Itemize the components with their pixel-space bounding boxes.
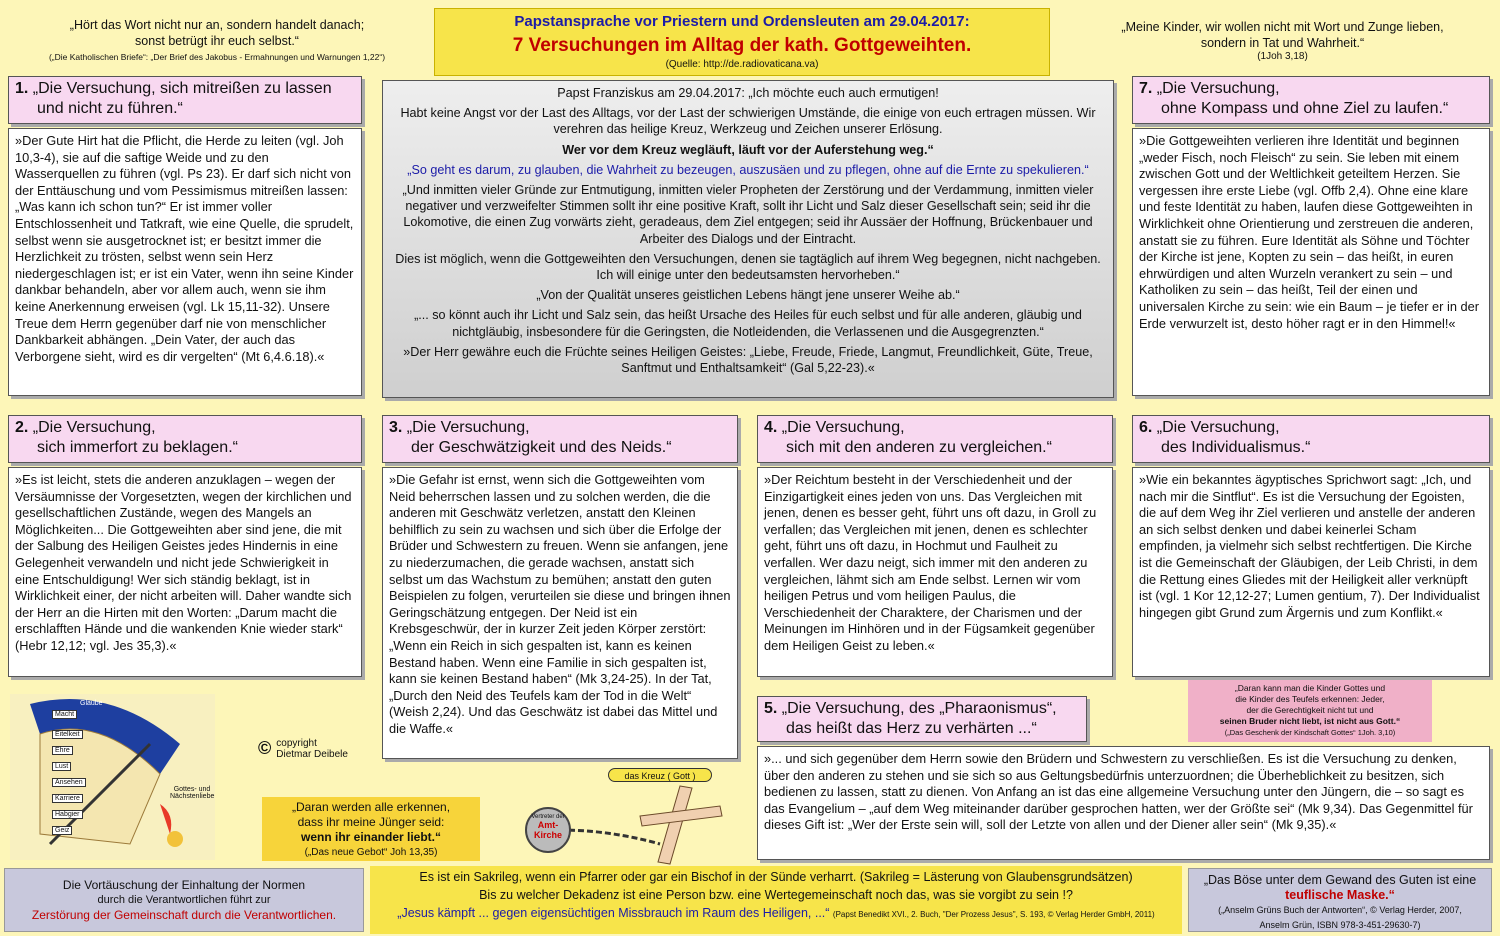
section-title-a: „Die Versuchung, xyxy=(406,419,530,436)
center-p8: „... so könnt auch ihr Licht und Salz sein, das heißt Ursache des Heiles für euch selbst und für alle anderen, gläubig und nichtgläubig, insbesondere für die Geringsten, die Notleidenden, die Verlassenen und die Ausgegrenzten.“ xyxy=(414,308,1082,339)
diagram-illustration xyxy=(10,694,215,860)
diagram-label: Karriere xyxy=(52,794,83,803)
section-3-body xyxy=(382,467,738,759)
copyright-line: copyright xyxy=(276,738,317,749)
statement-line: durch die Verantwortlichen führt zur xyxy=(97,894,271,906)
section-number: 6. xyxy=(1139,419,1153,436)
quote-line: „Hört das Wort nicht nur an, sondern handelt danach; xyxy=(69,18,365,32)
section-text: »Wie ein bekanntes ägyptisches Sprichwort sagt: „Ich, und nach mir die Sintflut“. Es ist die Versuchung der Egoisten, die auf dem Weg ihr Ziel verlieren und anstelle der anderen an sich selbst denken und dabei keinerlei Scham empfinden, ja vielmehr sich selbst rechtfertigen. Die Kirche ist die Gemeinschaft der Gläubigen, der Leib Christi, in dem die Rettung eines Gliedes mit der Heiligkeit aller verknüpft ist (vgl. 1 Kor 12,12-27; Lumen gentium, 7). Der Individualist hingegen gibt Grund zum Ärgernis und zum Konflikt.« xyxy=(1139,472,1480,620)
copyright-symbol: © xyxy=(258,738,272,758)
bottom-mid-statement xyxy=(370,866,1182,934)
quote-line: dass ihr meine Jünger seid: xyxy=(297,815,445,829)
quote-line: „Daran kann man die Kinder Gottes und xyxy=(1234,683,1386,693)
quote-line: sondern in Tat und Wahrheit.“ xyxy=(1200,35,1365,50)
title-line1: Papstansprache vor Priestern und Ordensleuten am 29.04.2017: xyxy=(514,13,970,30)
quote-line: der die Gerechtigkeit nicht tut und xyxy=(1246,705,1374,715)
title-box xyxy=(434,8,1050,76)
center-p3: Wer vor dem Kreuz wegläuft, läuft vor der Auferstehung weg.“ xyxy=(562,142,934,157)
amt-top: Vertreter der xyxy=(531,814,565,820)
section-number: 4. xyxy=(764,419,778,436)
section-1-body xyxy=(8,128,362,396)
quote-line: sonst betrügt ihr euch selbst.“ xyxy=(135,33,299,48)
section-1-header xyxy=(8,76,362,124)
quote-line: die Kinder des Teufels erkennen: Jeder, xyxy=(1235,694,1385,704)
section-title-a: „Die Versuchung, sich mitreißen zu lassen xyxy=(32,80,332,97)
statement-line: Es ist ein Sakrileg, wenn ein Pfarrer oder gar ein Bischof in der Sünde verharrt. (Sakrileg = Lästerung von Glaubensgrundsätzen) xyxy=(419,870,1133,884)
center-p6: Dies ist möglich, wenn die Gottgeweihten den Versuchungen, denen sie tagtäglich auf ihrem Weg begegnen, nicht nachgeben. Ich will einige unter den bedeutsamsten hervorheben.“ xyxy=(395,251,1101,283)
copyright-line: Dietmar Deibele xyxy=(276,749,348,760)
statement-line: Die Vortäuschung der Einhaltung der Normen xyxy=(62,878,306,892)
section-title-a: „Die Versuchung, xyxy=(1156,419,1280,436)
quote-source: („Das Geschenk der Kindschaft Gottes“ 1Joh. 3,10) xyxy=(1224,728,1396,737)
section-text: »... und sich gegenüber dem Herrn sowie den Brüdern und Schwestern zu verschließen. Es ist die Versuchung zu denken, über den anderen zu stehen und sie sich so aus Geltungsbedürfnis unterzuordnen; die Überheblichkeit zu besitzen, sich bedienen zu lassen, statt zu dienen. Von Anfang an ist das eine allgemeine Versuchung unter den Jüngern, die – so sagt es das Evangelium – „auf dem Weg miteinander darüber gesprochen hatten, wer der Größte sei“ (Mk 9,34). Das Gegenmittel für dieses Gift ist: „Wer der Erste sein will, soll der Letzte von allen und der Diener aller sein“ (Mk 9,35).« xyxy=(764,751,1473,833)
diagram-label: Glaube xyxy=(80,700,103,707)
center-p4: „So geht es darum, zu glauben, die Wahrheit zu bezeugen, auszusäen und zu pflegen, ohne auf die Ernte zu spekulieren.“ xyxy=(407,162,1089,177)
section-6-body xyxy=(1132,467,1490,677)
section-title-b: sich immerfort zu beklagen.“ xyxy=(37,439,238,456)
section-5-body xyxy=(757,746,1490,860)
section-title-a: „Die Versuchung, xyxy=(1156,80,1280,97)
center-p7: „Von der Qualität unseres geistlichen Lebens hängt jene unserer Weihe ab.“ xyxy=(536,288,960,303)
quote-source: („Das neue Gebot“ Joh 13,35) xyxy=(304,847,438,858)
section-number: 5. xyxy=(764,700,778,717)
section-number: 1. xyxy=(15,80,29,97)
diagram-label: Ansehen xyxy=(52,778,86,787)
diagram-label: Eitelkeit xyxy=(52,730,83,739)
section-title-b: der Geschwätzigkeit und des Neids.“ xyxy=(411,439,672,456)
statement-line: „Das Böse unter dem Gewand des Guten ist eine xyxy=(1203,873,1477,887)
section-4-header xyxy=(757,415,1113,463)
quote-source: (1Joh 3,18) xyxy=(1257,51,1308,63)
statement-source: (Papst Benedikt XVI., 2. Buch, "Der Prozess Jesus", S. 193, © Verlag Herder GmbH, 2011) xyxy=(832,910,1155,919)
statement-source: Anselm Grün, ISBN 978-3-451-29630-7) xyxy=(1259,920,1421,930)
section-text: »Die Gottgeweihten verlieren ihre Identität und beginnen „weder Fisch, noch Fleisch“ zu sein. Sie leben mit einem zwischen Gott und der Weltlichkeit geteiltem Herzen. Sie vergessen ihre erste Liebe (vgl. Offb 2,4). Ohne eine klare und feste Identität zu haben, laufen diese Gottgeweihten in Wirklichkeit ohne Orientierung und zerstreuen die anderen, anstatt sie zu führen. Eure Identität als Söhne und Töchter der Kirche ist jene, Kopten zu sein – das heißt, in euren ehrwürdigen und alten Wurzeln verankert zu sein – und Katholiken zu sein – das heißt, Teil der einen und universalen Kirche zu sein: wie ein Baum – je tiefer er in der Erde verwurzelt ist, desto höher ragt er in den Himmel!« xyxy=(1139,133,1479,331)
title-source: (Quelle: http://de.radiovaticana.va) xyxy=(665,59,819,70)
quote-source: („Die Katholischen Briefe“: „Der Brief des Jakobus - Ermahnungen und Warnungen 1,22“) xyxy=(48,52,386,63)
statement-line: teuflische Maske.“ xyxy=(1285,888,1395,902)
section-4-body xyxy=(757,467,1113,677)
bottom-left-statement xyxy=(4,868,364,932)
statement-line: Zerstörung der Gemeinschaft durch die Verantwortlichen. xyxy=(31,908,337,922)
section-title-a: „Die Versuchung, xyxy=(32,419,156,436)
section-title-a: „Die Versuchung, xyxy=(781,419,905,436)
quote-line: wenn ihr einander liebt.“ xyxy=(300,830,442,844)
section-7-header xyxy=(1132,76,1490,124)
section-3-header xyxy=(382,415,738,463)
section-text: »Der Reichtum besteht in der Verschiedenheit und der Einzigartigkeit eines jeden von uns. Das Vergleichen mit jenen, denen es besser geht, führt uns oft dazu, in Groll zu verfallen; das Vergleichen mit jenen, denen es schlechter geht, führt uns oft dazu, in Hochmut und Faulheit zu verfallen. Wer dazu neigt, sich immer mit den anderen zu vergleichen, lähmt sich am Ende selbst. Lernen wir vom heiligen Petrus und vom heiligen Paulus, die Verschiedenheit der Charaktere, der Charismen und der Meinungen im Hinhören und in der Fügsamkeit gegenüber dem Heiligen Geist zu leben.« xyxy=(764,472,1097,653)
center-p5: „Und inmitten vieler Gründe zur Entmutigung, inmitten vieler Propheten der Zerstörung und der Verdammung, inmitten vieler negativer und verzweifelter Stimmen sollt ihr eine positive Kraft, sollt ihr Licht und Salz dieser Gesellschaft sein; seid ihr die Lokomotive, die einen Zug vorwärts zieht, geradeaus, dem Ziel entgegen; seid ihr Aussäer der Hoffnung, Brückenbauer und Arbeiter des Dialogs und der Eintracht. xyxy=(402,183,1094,246)
temptation-diagram xyxy=(10,694,215,860)
section-text: »Der Gute Hirt hat die Pflicht, die Herde zu leiten (vgl. Joh 10,3-4), sie auf die saftige Weide und zu den Wasserquellen zu führen (vgl. Ps 23). Er darf sich nicht von der Enttäuschung und vom Pessimismus mitreißen lassen: „Was kann ich schon tun?“ Er ist immer voller Entschlossenheit und Tatkraft, wie eine Quelle, die sprudelt, selbst wenn sie ausgetrocknet ist; er besitzt immer die Herzlichkeit zu trösten, selbst wenn sein Herz niedergeschlagen ist; er ist ein Vater, wenn ihn seine Kinder dankbar behandeln, aber vor allem auch, wenn sie ihm keine Anerkennung erweisen (vgl. Lk 15,11-32). Unsere Treue dem Herrn gegenüber darf nie von menschlicher Dankbarkeit abhängen. „Dein Vater, der auch das Verborgene sieht, wird es dir vergelten“ (Mt 6,4.6.18).« xyxy=(15,133,354,364)
amt-kirche-label xyxy=(527,814,569,840)
section-2-header xyxy=(8,415,362,463)
section-5-header xyxy=(757,696,1087,742)
statement-source: („Anselm Grüns Buch der Antworten“, © Verlag Herder, 2007, xyxy=(1218,905,1462,915)
section-title-b: ohne Kompass und ohne Ziel zu laufen.“ xyxy=(1161,100,1449,117)
amt-main: Amt-Kirche xyxy=(533,820,562,840)
section-title-b: sich mit den anderen zu vergleichen.“ xyxy=(786,439,1052,456)
diagram-label: Lust xyxy=(52,762,71,771)
section-2-body xyxy=(8,467,362,677)
diagram-label: Gottes- und Nächstenliebe xyxy=(170,786,215,800)
section-number: 2. xyxy=(15,419,29,436)
center-p2: Habt keine Angst vor der Last des Alltags, vor der Last der schwierigen Umstände, die einige von euch ertragen müssen. Wir verehren das heilige Kreuz, Werkzeug und Zeichen unserer Erlösung. xyxy=(400,106,1096,137)
section-text: »Es ist leicht, stets die anderen anzuklagen – wegen der Versäumnisse der Vorgesetzten, wegen der kirchlichen und gesellschaftlichen Zustände, wegen des Mangels an Möglichkeiten... Die Gottgeweihten aber sind jene, die mit der Salbung des Heiligen Geistes jedes Hindernis in eine Gelegenheit verwandeln und nicht jede Schwierigkeit in eine Entschuldigung! Wer sich ständig beklagt, ist in Wirklichkeit einer, der nicht arbeiten will. Daher wandte sich der Herr an die Hirten mit den Worten: „Darum macht die erschlafften Hände und die wankenden Knie wieder stark“ (Hebr 12,12; vgl. Jes 35,3).« xyxy=(15,472,352,653)
section-title-b: und nicht zu führen.“ xyxy=(37,100,183,117)
quote-line: seinen Bruder nicht liebt, ist nicht aus Gott.“ xyxy=(1219,716,1401,726)
diagram-label: Macht xyxy=(52,710,77,719)
diagram-label: Ehre xyxy=(52,746,73,755)
statement-quote: „Jesus kämpft ... gegen eigensüchtigen Missbrauch im Raum des Heiligen, ...“ xyxy=(397,906,830,920)
section-number: 7. xyxy=(1139,80,1153,97)
statement-line xyxy=(370,904,1182,924)
section-title-b: das heißt das Herz zu verhärten ...“ xyxy=(786,720,1037,737)
center-p1: Papst Franziskus am 29.04.2017: „Ich möchte euch auch ermutigen! xyxy=(557,86,939,100)
diagram-label: Habgier xyxy=(52,810,83,819)
top-left-quote xyxy=(12,18,422,63)
love-quote xyxy=(262,797,480,861)
section-text: »Die Gefahr ist ernst, wenn sich die Gottgeweihten vom Neid beherrschen lassen und zu solchen werden, die die anderen mit Geschwätz verletzen, anstatt den Kleinen behilflich zu sein zu wachsen und sich über die Erfolge der Brüder und Schwestern zu freuen. Wenn sie anfangen, jene zu niederzumachen, die gerade wachsen, anstatt sich selbst um das Wachstum zu bemühen; anstatt den guten Beispielen zu folgen, verurteilen sie diese und bringen ihnen Geringschätzung entgegen. Der Neid ist ein Krebsgeschwür, der in kurzer Zeit jeden Körper zerstört: „Wenn ein Reich in sich gespalten ist, kann es keinen Bestand haben. Wenn eine Familie in sich gespalten ist, kann sie keinen Bestand haben“ (Mk 3,24-25). In der Tat, „Durch den Neid des Teufels kam der Tod in die Welt“ (Weish 2,24). Und das Geschwätz ist dabei das Mittel und die Waffe.« xyxy=(389,472,731,736)
top-right-quote xyxy=(1075,20,1490,64)
copyright xyxy=(258,738,378,760)
section-title-b: des Individualismus.“ xyxy=(1161,439,1311,456)
quote-line: „Daran werden alle erkennen, xyxy=(291,800,451,814)
kinder-gottes-quote xyxy=(1188,680,1432,742)
section-7-body xyxy=(1132,128,1490,396)
page-title: 7 Versuchungen im Alltag der kath. Gottgeweihten. xyxy=(512,35,972,56)
section-number: 3. xyxy=(389,419,403,436)
diagram-label: Geiz xyxy=(52,826,72,835)
section-6-header xyxy=(1132,415,1490,463)
statement-line: Bis zu welcher Dekadenz ist eine Person bzw. eine Wertegemeinschaft noch das, was sie vorgibt zu sein !? xyxy=(479,888,1073,902)
center-quote-box xyxy=(382,80,1114,398)
center-p9: »Der Herr gewähre euch die Früchte seines Heiligen Geistes: „Liebe, Freude, Friede, Langmut, Freundlichkeit, Güte, Treue, Sanftmut und Enthaltsamkeit“ (Gal 5,22-23).« xyxy=(403,344,1093,376)
kreuz-label: das Kreuz ( Gott ) xyxy=(608,768,712,782)
bottom-right-statement xyxy=(1188,868,1492,932)
quote-line: „Meine Kinder, wir wollen nicht mit Wort und Zunge lieben, xyxy=(1121,20,1444,34)
section-title-a: „Die Versuchung, des „Pharaonismus“, xyxy=(781,700,1057,717)
